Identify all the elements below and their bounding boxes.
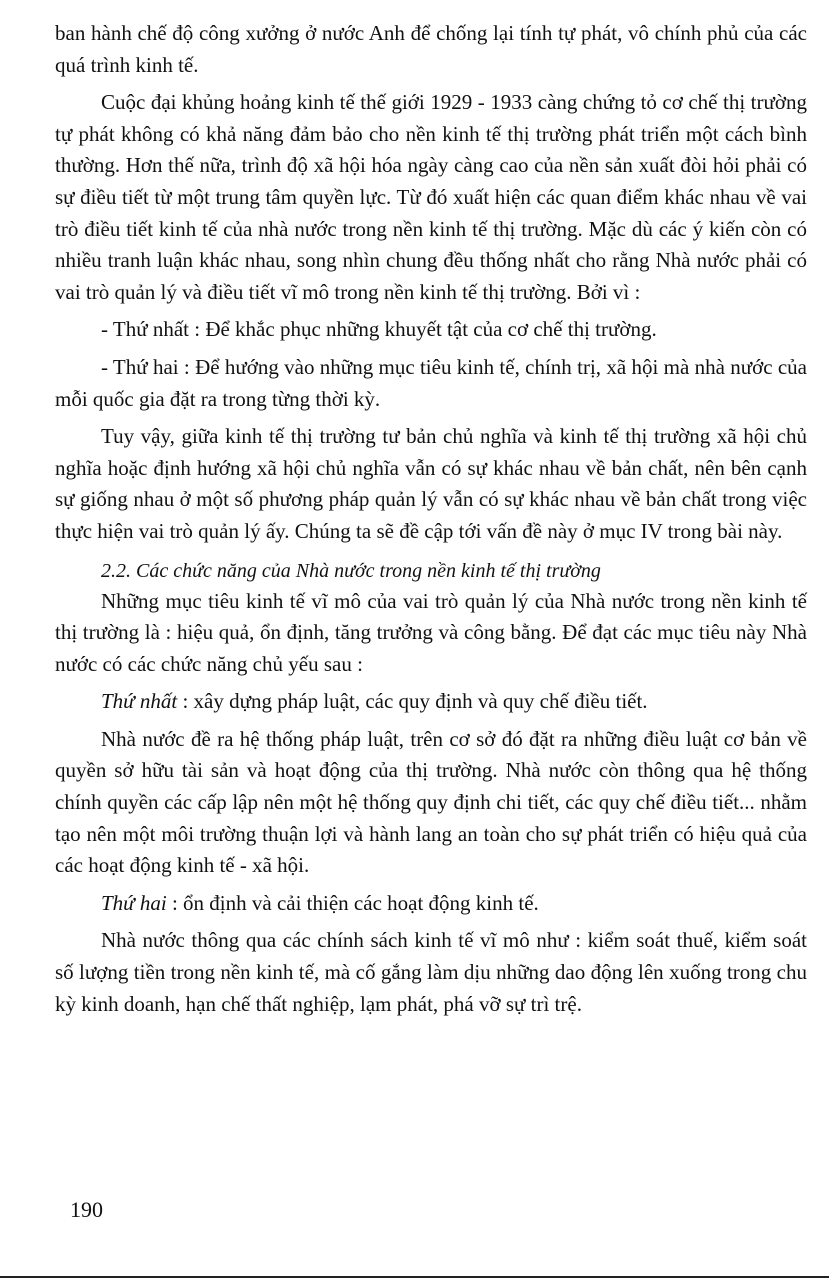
paragraph-continuation: ban hành chế độ công xưởng ở nước Anh để chống lại tính tự phát, vô chính phủ của các quá trình kinh tế. [55, 21, 807, 77]
function-first-text: : xây dựng pháp luật, các quy định và quy chế điều tiết. [177, 689, 648, 714]
paragraph-law: Nhà nước đề ra hệ thống pháp luật, trên cơ sở đó đặt ra những điều luật cơ bản về quyền sở hữu tài sản và hoạt động của thị trường. Nhà nước còn thông qua hệ thống chính quyền các cấp lập nên một hệ thống quy định chi tiết, các quy chế điều tiết... nhằm tạo nên một môi trường thuận lợi và hành lang an toàn cho sự phát triển có hiệu quả của các hoạt động kinh tế - xã hội. [55, 726, 807, 878]
page-number: 190 [70, 1197, 103, 1222]
list-item-second: - Thứ hai : Để hướng vào những mục tiêu kinh tế, chính trị, xã hội mà nhà nước của mỗi quốc gia đặt ra trong từng thời kỳ. [55, 354, 807, 411]
paragraph-comparison: Tuy vậy, giữa kinh tế thị trường tư bản chủ nghĩa và kinh tế thị trường xã hội chủ nghĩa hoặc định hướng xã hội chủ nghĩa vẫn có sự khác nhau về bản chất, nên bên cạnh sự giống nhau ở một số phương pháp quản lý vẫn có sự khác nhau về bản chất trong việc thực hiện vai trò quản lý ấy. Chúng ta sẽ đề cập tới vấn đề này ở mục IV trong bài này. [55, 424, 807, 543]
paragraph-crisis: Cuộc đại khủng hoảng kinh tế thế giới 1929 - 1933 càng chứng tỏ cơ chế thị trường tự phát không có khả năng đảm bảo cho nền kinh tế thị trường phát triển một cách bình thường. Hơn thế nữa, trình độ xã hội hóa ngày càng cao của nền sản xuất đòi hỏi phải có sự điều tiết từ một trung tâm quyền lực. Từ đó xuất hiện các quan điểm khác nhau về vai trò điều tiết kinh tế của nhà nước trong nền kinh tế thị trường. Mặc dù các ý kiến còn có nhiều tranh luận khác nhau, song nhìn chung đều thống nhất cho rằng Nhà nước phải có vai trò quản lý và điều tiết vĩ mô trong nền kinh tế thị trường. Bởi vì : [55, 90, 807, 304]
function-second-text: : ổn định và cải thiện các hoạt động kinh tế. [166, 890, 539, 915]
function-first-line [55, 686, 807, 718]
list-item-first: - Thứ nhất : Để khắc phục những khuyết tật của cơ chế thị trường. [101, 317, 657, 342]
bottom-divider [0, 1276, 829, 1278]
section-heading: 2.2. Các chức năng của Nhà nước trong nền kinh tế thị trường [101, 559, 601, 582]
function-second-label: Thứ hai [101, 890, 167, 915]
book-page [55, 18, 807, 1020]
function-first-label: Thứ nhất [101, 689, 178, 714]
paragraph-macro-policy: Nhà nước thông qua các chính sách kinh tế vĩ mô như : kiểm soát thuế, kiểm soát số lượng tiền trong nền kinh tế, mà cố gắng làm dịu những dao động lên xuống trong chu kỳ kinh doanh, hạn chế thất nghiệp, lạm phát, phá vỡ sự trì trệ. [55, 928, 807, 1016]
function-second-line [55, 888, 807, 920]
paragraph-objectives: Những mục tiêu kinh tế vĩ mô của vai trò quản lý của Nhà nước trong nền kinh tế thị trường là : hiệu quả, ổn định, tăng trưởng và công bằng. Để đạt các mục tiêu này Nhà nước có các chức năng chủ yếu sau : [55, 588, 807, 676]
